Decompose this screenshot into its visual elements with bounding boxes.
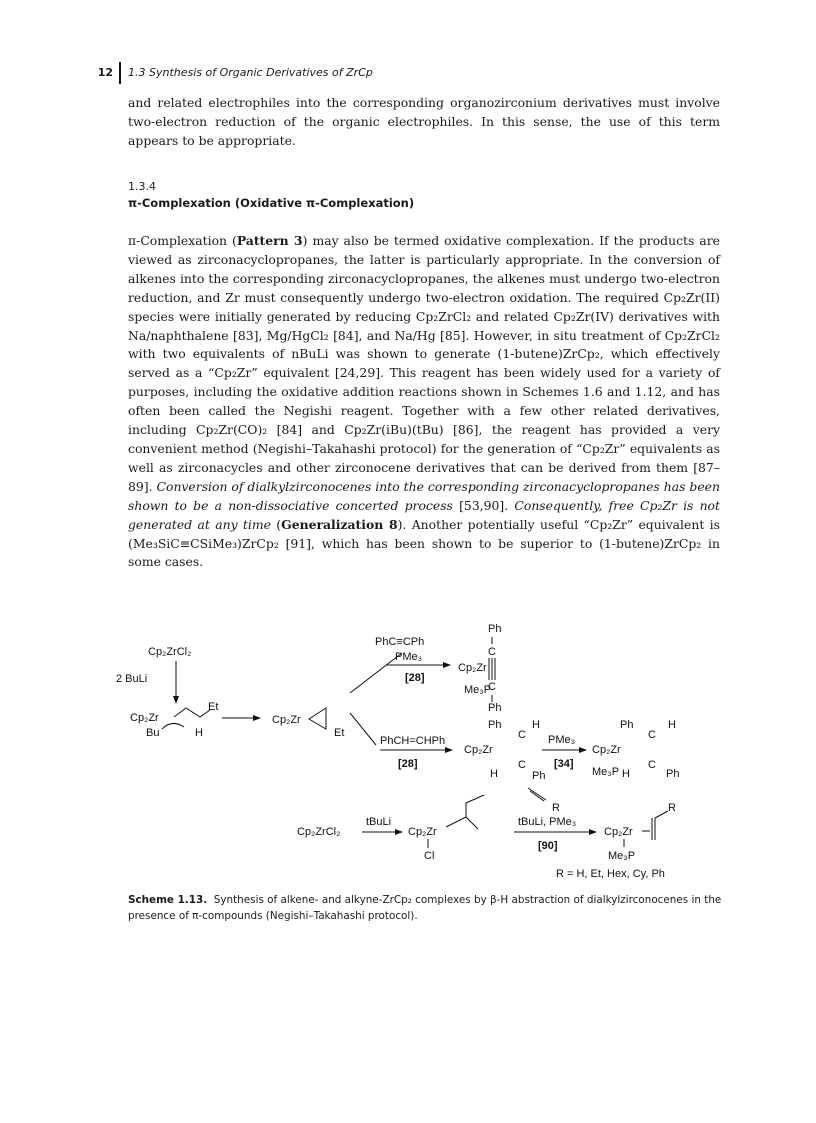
caption-text: Synthesis of alkene- and alkyne-ZrCp₂ complexes by β-H abstraction of dialkylzirconocenes in the presence of π-compounds (Negishi–Takahashi protocol). bbox=[128, 894, 722, 922]
ref-34: [34] bbox=[554, 758, 574, 770]
section-number: 1.3.4 bbox=[128, 180, 156, 193]
ref-28: [28] bbox=[398, 758, 418, 770]
me3p-label: Me₃P bbox=[592, 766, 620, 778]
header-rule bbox=[119, 62, 121, 84]
me3p-label: Me₃P bbox=[464, 684, 492, 696]
h-label: H bbox=[490, 768, 498, 780]
r-label: R bbox=[668, 802, 676, 814]
start-reagent: Cp₂ZrCl₂ bbox=[297, 826, 341, 838]
ph-label: Ph bbox=[488, 702, 502, 714]
c-label: C bbox=[518, 729, 526, 741]
alkyne-reagent: PhC≡CPh bbox=[375, 636, 425, 648]
caption-label: Scheme 1.13. bbox=[128, 894, 208, 906]
cp2zr-product: Cp₂Zr bbox=[592, 744, 621, 756]
r-label: R bbox=[552, 802, 560, 814]
cl-label: Cl bbox=[424, 850, 435, 862]
alkene-reagent: PhCH=CHPh bbox=[380, 735, 446, 747]
c-label: C bbox=[518, 759, 526, 771]
c-label: C bbox=[648, 729, 656, 741]
ph-label: Ph bbox=[532, 770, 546, 782]
c-label: C bbox=[488, 646, 496, 658]
bond bbox=[655, 811, 668, 818]
c-label: C bbox=[488, 681, 496, 693]
ph-label: Ph bbox=[666, 768, 680, 780]
tbuli-reagent: tBuLi bbox=[366, 816, 392, 828]
intro-paragraph: and related electrophiles into the corresponding organozirconium derivatives must involve two-electron reduction of the organic electrophiles. In this sense, the use of this term appears to be appropriate. bbox=[128, 95, 720, 148]
cp2zr-product: Cp₂Zr bbox=[604, 826, 633, 838]
me3p-label: Me₃P bbox=[608, 850, 636, 862]
pattern-ref: Pattern 3 bbox=[236, 233, 303, 248]
cp2zr-label: Cp₂Zr bbox=[130, 712, 159, 724]
page-number: 12 bbox=[97, 66, 113, 79]
cp2zr-label: Cp₂Zr bbox=[408, 826, 437, 838]
cp2zr-alkyne: Cp₂Zr bbox=[458, 662, 487, 674]
start-reagent: Cp₂ZrCl₂ bbox=[148, 646, 192, 658]
buli-reagent: 2 BuLi bbox=[116, 673, 148, 685]
cp2zr-alkene: Cp₂Zr bbox=[464, 744, 493, 756]
running-title: 1.3 Synthesis of Organic Derivatives of ZrCp bbox=[128, 66, 373, 79]
ph-label: Ph bbox=[488, 719, 502, 731]
c-label: C bbox=[648, 759, 656, 771]
cp2zr-butene: Cp₂Zr bbox=[272, 714, 301, 726]
vinyl-bond bbox=[528, 788, 546, 800]
tbuli-pme3-reagent: tBuLi, PMe₃ bbox=[518, 816, 577, 828]
ph-label: Ph bbox=[488, 623, 502, 635]
section-title: π-Complexation (Oxidative π-Complexation) bbox=[128, 196, 415, 210]
et-label: Et bbox=[208, 701, 219, 713]
bu-label: Bu bbox=[146, 727, 160, 739]
h-label: H bbox=[195, 727, 203, 739]
h-label: H bbox=[622, 768, 630, 780]
ref-28: [28] bbox=[405, 672, 425, 684]
h-label: H bbox=[668, 719, 676, 731]
italic-statement: Consequently, free Cp₂Zr is not generated at any time bbox=[128, 497, 720, 532]
body-paragraph: π-Complexation (Pattern 3) may also be termed oxidative complexation. If the products are viewed as zirconacyclopropanes, the latter is particularly appropriate. In the conversion of alkenes into the corresponding zirconacyclopropanes, the alkenes must undergo two-electron reduction, and Zr must consequently undergo two-electron oxidation. The required Cp₂Zr(II) species were initially generated by reducing Cp₂ZrCl₂ and related Cp₂Zr(IV) derivatives with Na/naphthalene [83], Mg/HgCl₂ [84], and Na/Hg [85]. However, in situ treatment of Cp₂ZrCl₂ with two equivalents of nBuLi was shown to generate (1-butene)ZrCp₂, which effectively served as a “Cp₂Zr” equivalent [24,29]. This reagent has been widely used for a variety of purposes, including the oxidative addition reactions shown in Schemes 1.6 and 1.12, and has often been called the Negishi reagent. Together with a few other related derivatives, including Cp₂Zr(CO)₂ [84] and Cp₂Zr(iBu)(tBu) [86], the reagent has provided a very convenient method (Negishi–Takahashi protocol) for the generation of “Cp₂Zr” equivalents as well as zirconacycles and other zirconocene derivatives that can be derived from them [87–89]. Conversion of dialkylzirconocenes into the corresponding zirconacyclopropanes has been shown to be a non-dissociative concerted process [53,90]. Consequently, free Cp₂Zr is not generated at any time (Generalization 8). Another potentially useful “Cp₂Zr” equivalent is (Me₃SiC≡CSiMe₃)ZrCp₂ [91], which has been shown to be superior to (1-butene)ZrCp₂ in some cases. bbox=[128, 233, 720, 570]
beta-h-arrow bbox=[162, 723, 184, 729]
pme3-reagent: PMe₃ bbox=[548, 734, 576, 746]
zirconacyclopropane-ring bbox=[309, 708, 326, 729]
alkene-branch-line bbox=[350, 713, 376, 745]
h-label: H bbox=[532, 719, 540, 731]
r-definition: R = H, Et, Hex, Cy, Ph bbox=[556, 868, 665, 880]
generalization-ref: Generalization 8 bbox=[281, 516, 398, 532]
scheme-caption bbox=[128, 892, 723, 924]
et-label: Et bbox=[334, 727, 345, 739]
ph-label: Ph bbox=[620, 719, 634, 731]
italic-statement: Conversion of dialkylzirconocenes into the corresponding zirconacyclopropanes has been shown to be a non-dissociative concerted process bbox=[128, 478, 720, 513]
ref-90: [90] bbox=[538, 840, 558, 852]
butyl-chain bbox=[174, 708, 210, 717]
reaction-scheme bbox=[110, 615, 700, 885]
vinyl-bond bbox=[530, 791, 544, 801]
pme3-reagent: PMe₃ bbox=[395, 651, 423, 663]
isobutyl-group bbox=[446, 795, 484, 829]
